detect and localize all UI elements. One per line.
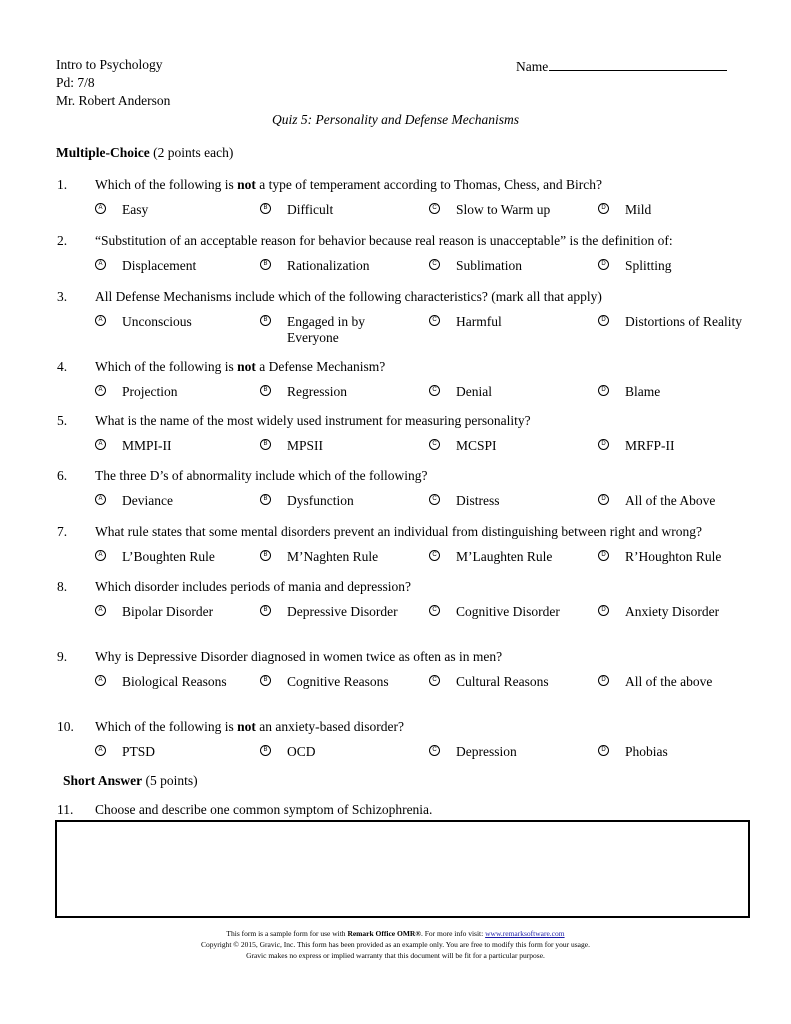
option-label: Easy <box>122 202 149 217</box>
quiz-title: Quiz 5: Personality and Defense Mechanisms <box>271 112 520 127</box>
answer-bubble[interactable]: B <box>260 385 271 396</box>
question-text-pre: All Defense Mechanisms include which of the following characteristics? (mark all that apply) <box>95 289 602 304</box>
option-label: Bipolar Disorder <box>122 604 214 619</box>
answer-bubble[interactable]: C <box>429 259 440 270</box>
short-answer-box[interactable] <box>55 820 750 918</box>
answer-bubble[interactable]: D <box>598 605 609 616</box>
answer-bubble[interactable]: A <box>95 494 106 505</box>
answer-bubble[interactable]: C <box>429 439 440 450</box>
teacher-name: Mr. Robert Anderson <box>56 93 171 108</box>
option-label: Cognitive Reasons <box>287 674 389 689</box>
answer-bubble[interactable]: B <box>260 203 271 214</box>
answer-bubble[interactable]: C <box>429 675 440 686</box>
option-label: MRFP-II <box>625 438 675 453</box>
option-label: Cultural Reasons <box>456 674 549 689</box>
question-text-pre: What is the name of the most widely used instrument for measuring personality? <box>95 413 531 428</box>
option-label: PTSD <box>122 744 156 759</box>
footer-text: This form is a sample form for use with <box>226 929 348 938</box>
option-label: Splitting <box>625 258 672 273</box>
answer-bubble[interactable]: C <box>429 385 440 396</box>
mc-section-note: (2 points each) <box>149 145 234 160</box>
mc-section-title: Multiple-Choice <box>56 145 150 160</box>
option-label: Blame <box>625 384 661 399</box>
option-label: Biological Reasons <box>122 674 227 689</box>
question-text <box>95 359 385 375</box>
question-number: 11. <box>57 802 74 817</box>
question-text-pre: Which disorder includes periods of mania and depression? <box>95 579 412 594</box>
question-number: 3. <box>57 289 68 304</box>
answer-bubble[interactable]: D <box>598 494 609 505</box>
question-text-pre: Why is Depressive Disorder diagnosed in women twice as often as in men? <box>95 649 503 664</box>
footer-text: . For more info visit: <box>420 929 486 938</box>
option-label: Unconscious <box>122 314 192 329</box>
question-number: 6. <box>57 468 68 483</box>
answer-bubble[interactable]: A <box>95 259 106 270</box>
question-number: 5. <box>57 413 68 428</box>
answer-bubble[interactable]: B <box>260 315 271 326</box>
question-text-bold: not <box>237 359 256 374</box>
option-label: Harmful <box>456 314 502 329</box>
answer-bubble[interactable]: B <box>260 259 271 270</box>
option-label: Mild <box>625 202 652 217</box>
answer-bubble[interactable]: B <box>260 745 271 756</box>
answer-bubble[interactable]: D <box>598 439 609 450</box>
answer-bubble[interactable]: D <box>598 315 609 326</box>
answer-bubble[interactable]: C <box>429 605 440 616</box>
option-label: Regression <box>287 384 347 399</box>
question-text-pre: Which of the following is <box>95 359 238 374</box>
question-number: 2. <box>57 233 68 248</box>
question-text <box>95 468 428 484</box>
sa-section-note: (5 points) <box>142 773 198 788</box>
question-number: 10. <box>57 719 74 734</box>
answer-bubble[interactable]: C <box>429 315 440 326</box>
footer-product: Remark Office OMR® <box>347 929 421 938</box>
footer-line-1 <box>0 929 791 939</box>
answer-bubble[interactable]: A <box>95 203 106 214</box>
answer-bubble[interactable]: A <box>95 605 106 616</box>
class-period: Pd: 7/8 <box>56 75 95 90</box>
option-label: Cognitive Disorder <box>456 604 560 619</box>
answer-bubble[interactable]: A <box>95 439 106 450</box>
quiz-title-row <box>0 112 791 128</box>
course-name: Intro to Psychology <box>56 57 163 72</box>
option-label: Anxiety Disorder <box>625 604 720 619</box>
option-label: Engaged in by Everyone <box>287 314 365 345</box>
question-text <box>95 413 531 429</box>
option-label: All of the Above <box>625 493 716 508</box>
option-label: Slow to Warm up <box>456 202 551 217</box>
footer-line-2: Copyright © 2015, Gravic, Inc. This form has been provided as an example only. You are free to modify this form for your usage. <box>201 940 590 949</box>
option-label: OCD <box>287 744 316 759</box>
question-number: 9. <box>57 649 68 664</box>
answer-bubble[interactable]: D <box>598 385 609 396</box>
answer-bubble[interactable]: D <box>598 203 609 214</box>
question-number: 1. <box>57 177 68 192</box>
answer-bubble[interactable]: B <box>260 605 271 616</box>
question-text-post: an anxiety-based disorder? <box>255 719 404 734</box>
option-label: Denial <box>456 384 492 399</box>
option-label: L’Boughten Rule <box>122 549 215 564</box>
question-text <box>95 649 502 665</box>
option-label: Sublimation <box>456 258 523 273</box>
question-number: 4. <box>57 359 68 374</box>
option-label: Projection <box>122 384 178 399</box>
name-line[interactable] <box>549 56 727 71</box>
answer-bubble[interactable]: C <box>429 203 440 214</box>
option-label: Phobias <box>625 744 668 759</box>
answer-bubble[interactable]: A <box>95 745 106 756</box>
answer-bubble[interactable]: B <box>260 439 271 450</box>
answer-bubble[interactable]: A <box>95 315 106 326</box>
sa-section-heading <box>63 773 198 789</box>
sa-section-title: Short Answer <box>63 773 143 788</box>
answer-bubble[interactable]: C <box>429 494 440 505</box>
question-number: 8. <box>57 579 68 594</box>
answer-bubble[interactable]: A <box>95 675 106 686</box>
question-text: Choose and describe one common symptom of Schizophrenia. <box>95 802 433 817</box>
mc-section-heading <box>56 145 233 161</box>
question-text <box>95 289 602 305</box>
option-label: M’Naghten Rule <box>287 549 379 564</box>
question-text-post: a Defense Mechanism? <box>255 359 386 374</box>
question-text-post: a type of temperament according to Thomas, Chess, and Birch? <box>255 177 603 192</box>
question-text <box>95 524 702 540</box>
answer-bubble[interactable]: A <box>95 385 106 396</box>
option-label: Distress <box>456 493 500 508</box>
header-info <box>56 56 170 110</box>
answer-bubble[interactable]: D <box>598 745 609 756</box>
question-text-pre: What rule states that some mental disorders prevent an individual from distinguishing between right and wrong? <box>95 524 702 539</box>
option-label: MPSII <box>287 438 324 453</box>
question-text-bold: not <box>237 177 256 192</box>
option-label: Distortions of Reality <box>625 314 742 329</box>
name-label: Name <box>516 59 549 74</box>
option-label: MCSPI <box>456 438 497 453</box>
footer-line-3: Gravic makes no express or implied warranty that this document will be fit for a particular purpose. <box>246 951 545 960</box>
question-text-pre: Which of the following is <box>95 177 238 192</box>
question-text-pre: “Substitution of an acceptable reason for behavior because real reason is unacceptable” is the definition of: <box>95 233 673 248</box>
student-name-field[interactable] <box>516 56 727 76</box>
answer-bubble[interactable]: D <box>598 259 609 270</box>
question-number: 7. <box>57 524 68 539</box>
option-label: M’Laughten Rule <box>456 549 553 564</box>
question-text <box>95 233 673 249</box>
option-label: Difficult <box>287 202 334 217</box>
answer-bubble[interactable]: C <box>429 745 440 756</box>
question-text <box>95 579 411 595</box>
option-label: Depressive Disorder <box>287 604 398 619</box>
option-label: Dysfunction <box>287 493 354 508</box>
question-text-pre: Which of the following is <box>95 719 238 734</box>
option-label: MMPI-II <box>122 438 172 453</box>
question-text <box>95 719 404 735</box>
answer-bubble[interactable]: B <box>260 675 271 686</box>
answer-bubble[interactable]: A <box>95 550 106 561</box>
answer-bubble[interactable]: B <box>260 494 271 505</box>
answer-bubble[interactable]: D <box>598 550 609 561</box>
question-text-bold: not <box>237 719 256 734</box>
answer-bubble[interactable]: D <box>598 675 609 686</box>
option-label: Rationalization <box>287 258 370 273</box>
option-label: Deviance <box>122 493 173 508</box>
option-label: Depression <box>456 744 517 759</box>
answer-bubble[interactable]: B <box>260 550 271 561</box>
footer-link[interactable]: www.remarksoftware.com <box>485 929 565 938</box>
answer-bubble[interactable]: C <box>429 550 440 561</box>
option-label: All of the above <box>625 674 713 689</box>
option-label: R’Houghton Rule <box>625 549 722 564</box>
question-text-pre: The three D’s of abnormality include which of the following? <box>95 468 428 483</box>
question-text <box>95 177 602 193</box>
option-label: Displacement <box>122 258 197 273</box>
